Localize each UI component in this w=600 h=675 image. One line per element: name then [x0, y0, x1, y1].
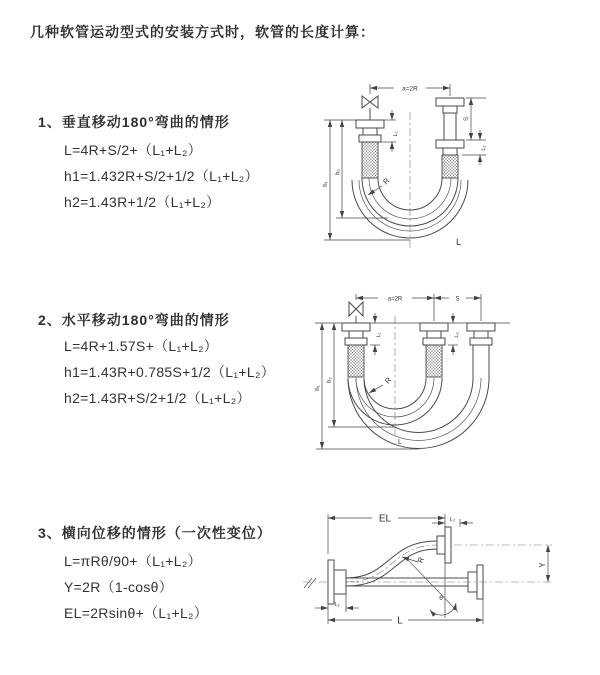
section-1-formula-h2: h2=1.43R+1/2（L₁+L₂）	[64, 194, 221, 210]
section-3-heading: 3、横向位移的情形（一次性变位）	[38, 525, 272, 541]
dim-a2r	[370, 84, 450, 96]
section-2-formula-h1: h1=1.43R+0.785S+1/2（L₁+L₂）	[64, 364, 275, 380]
dim-l1	[370, 313, 382, 355]
left-hose-fitting	[342, 323, 370, 377]
radius-callout	[369, 375, 394, 393]
dim-label-l2: L₂	[454, 332, 460, 338]
middle-hose-fitting	[420, 323, 448, 377]
section-2-heading: 2、水平移动180°弯曲的情形	[38, 312, 230, 328]
dim-l	[328, 599, 483, 627]
dim-label-s: S	[455, 296, 460, 303]
radius-callout	[402, 555, 426, 564]
dim-label-h2: h₂	[335, 169, 342, 175]
left-hose-fitting	[356, 120, 384, 178]
dim-s	[464, 98, 486, 140]
radius-label: R	[381, 176, 392, 187]
dim-el	[328, 514, 445, 619]
page-title: 几种软管运动型式的安装方式时，软管的长度计算：	[30, 24, 375, 40]
pipe-break-icon	[304, 578, 316, 588]
section-3-formula-Y: Y=2R（1-cosθ）	[64, 579, 174, 595]
lower-pipe	[346, 565, 483, 599]
dim-label-h2: h₂	[327, 377, 333, 383]
dim-y	[538, 545, 548, 582]
vertical-bend-diagram	[308, 72, 593, 262]
dim-l2	[462, 130, 487, 165]
dim-l2	[448, 313, 460, 355]
dim-label-l1: L₁	[376, 332, 382, 338]
radius-label: R	[415, 555, 426, 565]
upper-flange	[437, 527, 451, 563]
valve-icon	[362, 96, 378, 120]
dim-label-a2r: a=2R	[402, 85, 418, 93]
dim-label-y: Y	[538, 562, 547, 568]
dim-label-l1: L₁	[334, 602, 340, 608]
section-3-formula-EL: EL=2Rsinθ+（L₁+L₂）	[64, 605, 209, 621]
dim-l2	[432, 517, 473, 527]
angle-callout	[408, 560, 458, 615]
lateral-displacement-diagram	[300, 500, 600, 645]
radius-label: R	[382, 375, 394, 386]
section-1-formula-L: L=4R+S/2+（L₁+L₂）	[64, 142, 202, 158]
right-hose-fitting	[436, 98, 464, 178]
dim-label-h1: h₁	[323, 181, 329, 187]
section-3-formula-L: L=πRθ/90+（L₁+L₂）	[64, 553, 202, 569]
length-label: L	[398, 439, 402, 446]
dim-label-a2r: a=2R	[387, 296, 403, 303]
dim-label-l2: L₂	[481, 145, 487, 151]
dim-label-l: L	[397, 615, 403, 627]
section-2-formula-L: L=4R+1.57S+（L₁+L₂）	[64, 338, 219, 354]
displaced-hose-fitting	[467, 323, 495, 378]
hose-u-curves	[348, 378, 489, 449]
section-1-formula-h1: h1=1.432R+S/2+1/2（L₁+L₂）	[64, 168, 259, 184]
dim-label-l1: L₁	[393, 131, 399, 137]
dim-label-l2: L₂	[449, 517, 456, 523]
valve-icon	[349, 302, 363, 323]
angle-label: θ	[439, 595, 443, 602]
dim-label-h1: h₁	[315, 385, 321, 391]
dim-label-s: S	[464, 116, 470, 122]
section-1-heading: 1、垂直移动180°弯曲的情形	[38, 114, 230, 130]
horizontal-bend-diagram	[312, 288, 600, 460]
section-2-formula-h2: h2=1.43R+S/2+1/2（L₁+L₂）	[64, 390, 251, 406]
dim-l1	[315, 594, 359, 624]
dim-label-el: EL	[378, 513, 392, 525]
length-label: L	[456, 237, 462, 248]
dim-l1	[381, 110, 399, 152]
